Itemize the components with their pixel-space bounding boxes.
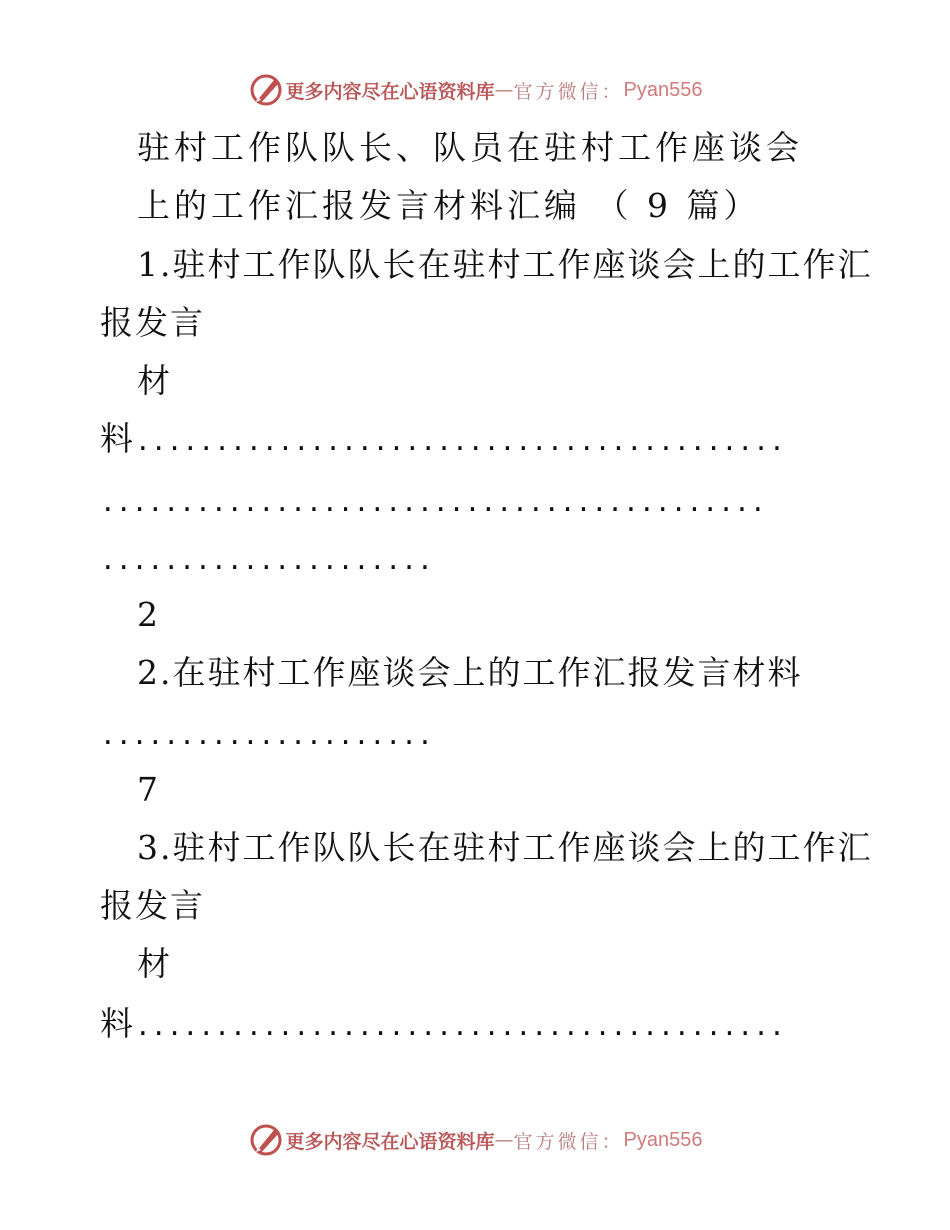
toc-entry-2-page: 7 (137, 770, 158, 809)
watermark-wechat-id: Pyan556 (623, 1128, 703, 1151)
watermark-separator: — (494, 79, 514, 101)
toc-entry-1-line-2: 报发言 (100, 303, 205, 342)
toc-entry-3-line-2: 报发言 (100, 886, 205, 925)
toc-entry-3-line-4 (100, 1004, 950, 1047)
watermark-wechat-id: Pyan556 (623, 78, 703, 101)
toc-entry-1-dots-3: ..................... (100, 546, 433, 576)
toc-entry-1-page: 2 (137, 595, 158, 634)
toc-entry-1-line-4 (100, 419, 950, 462)
watermark-brand: 更多内容尽在心语资料库 (285, 80, 495, 103)
toc-entry-3-word: 料 (100, 1004, 135, 1043)
toc-entry-2-dots-1: ..................... (100, 721, 433, 751)
toc-entry-3-line-1: 3.驻村工作队队长在驻村工作座谈会上的工作汇 (137, 828, 873, 867)
watermark-brand: 更多内容尽在心语资料库 (285, 1130, 495, 1153)
toc-entry-1-line-3: 材 (137, 361, 172, 400)
watermark-separator: — (494, 1129, 514, 1151)
toc-entry-1-dots-2: .......................................... (100, 488, 766, 518)
watermark-label: 官方微信： (513, 80, 624, 103)
watermark-label: 官方微信： (513, 1130, 624, 1153)
pen-logo-icon (248, 1122, 284, 1158)
toc-entry-3-dots-1: ......................................... (135, 1012, 785, 1042)
toc-entry-1-line-1: 1.驻村工作队队长在驻村工作座谈会上的工作汇 (137, 245, 873, 284)
document-title-line-1: 驻村工作队队长、队员在驻村工作座谈会 (137, 128, 803, 167)
footer-watermark (0, 1120, 950, 1160)
toc-entry-3-line-3: 材 (137, 944, 172, 983)
toc-entry-1-dots-1: ......................................... (135, 427, 785, 457)
pen-logo-icon (248, 72, 284, 108)
document-title-line-2: 上的工作汇报发言材料汇编 （ 9 篇） (137, 186, 761, 225)
header-watermark (0, 70, 950, 110)
toc-entry-1-word: 料 (100, 419, 135, 458)
toc-entry-2-line-1: 2.在驻村工作座谈会上的工作汇报发言材料 (137, 653, 803, 692)
